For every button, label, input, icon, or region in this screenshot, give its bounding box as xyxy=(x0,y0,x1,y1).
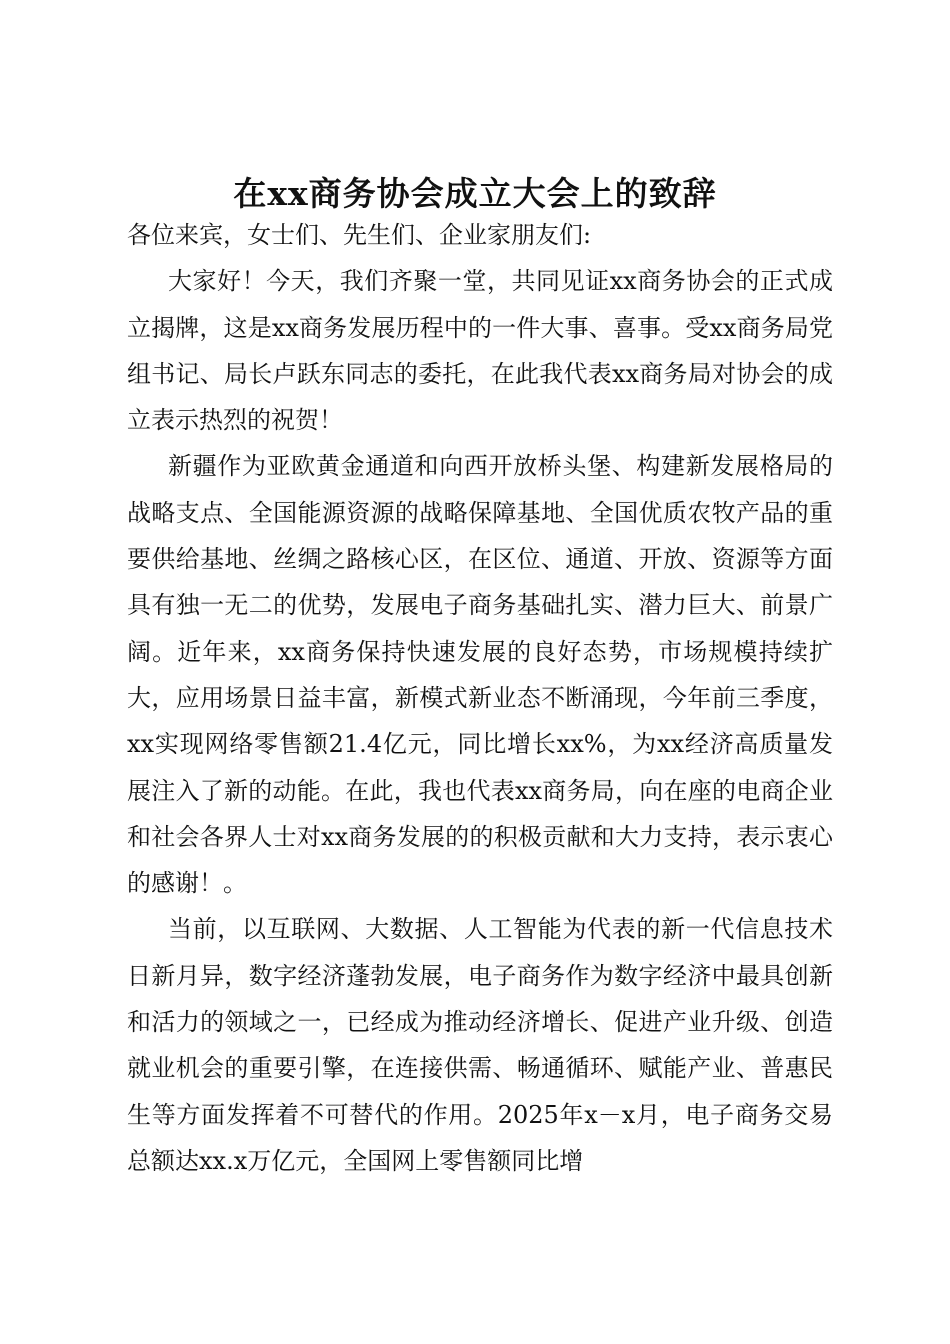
paragraph-digital-economy: 当前，以互联网、大数据、人工智能为代表的新一代信息技术日新月异，数字经济蓬勃发展，电子商务作为数字经济中最具创新和活力的领域之一，已经成为推动经济增长、促进产业升级、创造就业机会的重要引擎，在连接供需、畅通循环、赋能产业、普惠民生等方面发挥着不可替代的作用。2025年x－x月，电子商务交易总额达xx.x万亿元，全国网上零售额同比增 xyxy=(127,915,833,1175)
paragraph-greeting: 大家好！今天，我们齐聚一堂，共同见证xx商务协会的正式成立揭牌，这是xx商务发展历程中的一件大事、喜事。受xx商务局党组书记、局长卢跃东同志的委托，在此我代表xx商务局对协会的成立表示热烈的祝贺！ xyxy=(127,267,833,435)
document-body xyxy=(127,212,833,1184)
salutation: 各位来宾，女士们、先生们、企业家朋友们: xyxy=(127,221,592,249)
paragraph-xinjiang-advantages: 新疆作为亚欧黄金通道和向西开放桥头堡、构建新发展格局的战略支点、全国能源资源的战略保障基地、全国优质农牧产品的重要供给基地、丝绸之路核心区，在区位、通道、开放、资源等方面具有独一无二的优势，发展电子商务基础扎实、潜力巨大、前景广阔。近年来，xx商务保持快速发展的良好态势，市场规模持续扩大，应用场景日益丰富，新模式新业态不断涌现，今年前三季度，xx实现网络零售额21.4亿元，同比增长xx%，为xx经济高质量发展注入了新的动能。在此，我也代表xx商务局，向在座的电商企业和社会各界人士对xx商务发展的的积极贡献和大力支持，表示衷心的感谢！。 xyxy=(127,452,833,898)
document-title: 在xx商务协会成立大会上的致辞 xyxy=(233,174,717,213)
